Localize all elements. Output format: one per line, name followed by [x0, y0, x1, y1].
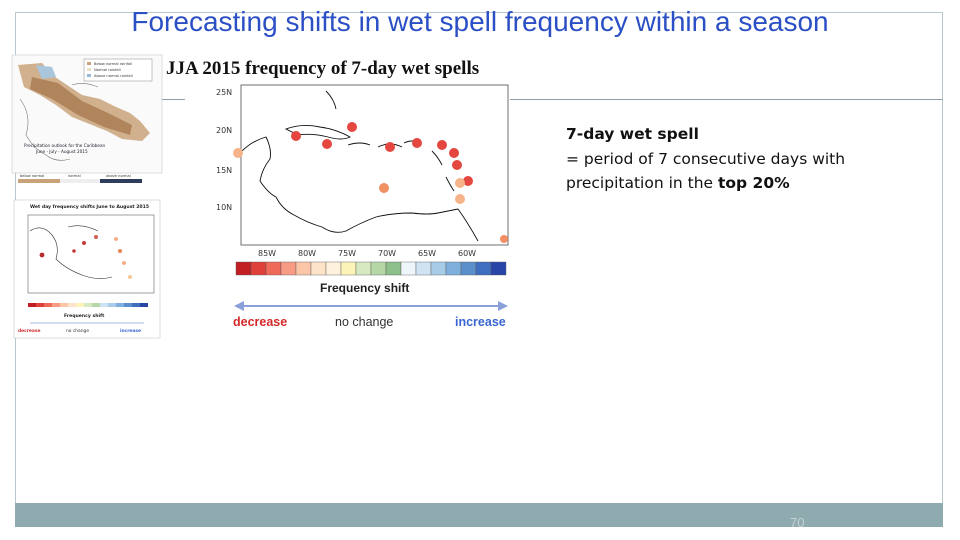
- dot-cuba-west: [291, 131, 301, 141]
- thumbnail-category-bar: [18, 174, 142, 183]
- colorbar-swatch: [431, 262, 446, 275]
- frequency-legend: [232, 258, 512, 338]
- dot-hispaniola: [385, 142, 395, 152]
- definition-heading: 7-day wet spell: [566, 125, 699, 143]
- lat-label-25n: 25N: [216, 88, 233, 97]
- dot-yucatan: [233, 148, 243, 158]
- longitude-labels: [232, 245, 510, 259]
- colorbar-swatch: [416, 262, 431, 275]
- lon-label-80w: 80W: [298, 249, 317, 258]
- thumb-legend-above: Above normal rainfall: [94, 74, 133, 78]
- thumb-legend-normal: Normal rainfall: [94, 68, 121, 72]
- lon-label-75w: 75W: [338, 249, 357, 258]
- slide-title: Forecasting shifts in wet spell frequency within a season: [131, 6, 829, 37]
- map-subtitle: JJA 2015 frequency of 7-day wet spells: [166, 58, 480, 79]
- legend-increase: increase: [455, 315, 506, 329]
- lat-label-20n: 20N: [216, 126, 233, 135]
- thumb-caption-2: June - July - August 2015: [36, 149, 88, 154]
- caribbean-wet-spell-map: [216, 85, 510, 245]
- colorbar-swatch: [296, 262, 311, 275]
- frequency-colorbar: [236, 262, 506, 275]
- thumb-freq-decrease: decrease: [18, 329, 41, 334]
- dot-guadeloupe: [452, 160, 462, 170]
- colorbar-swatch: [446, 262, 461, 275]
- legend-title: Frequency shift: [320, 281, 410, 295]
- definition-line-2-bold: top 20%: [718, 174, 790, 192]
- thumb-caption-1: Precipitation outlook for the Caribbean: [24, 143, 106, 148]
- thumbnail-frequency-map: [14, 200, 160, 338]
- colorbar-swatch: [371, 262, 386, 275]
- thumb-cat-above: above normal: [106, 174, 131, 178]
- divider-left: [160, 99, 185, 100]
- thumb-freq-increase: increase: [120, 329, 141, 334]
- definition-line-1: = period of 7 consecutive days with: [566, 149, 846, 168]
- colorbar-swatch: [476, 262, 491, 275]
- thumbnail-outlook-map: [12, 55, 162, 173]
- thumb-legend-below: Below normal rainfall: [94, 62, 133, 66]
- definition-block: [566, 122, 886, 196]
- thumb-freq-legend-title: Frequency shift: [64, 314, 105, 319]
- lon-label-60w: 60W: [458, 249, 477, 258]
- thumb-freq-nochange: no change: [66, 329, 90, 334]
- legend-arrow: [234, 301, 508, 311]
- colorbar-swatch: [236, 262, 251, 275]
- colorbar-swatch: [461, 262, 476, 275]
- colorbar-swatch: [491, 262, 506, 275]
- thumbnail-stack: [12, 55, 162, 340]
- lat-label-10n: 10N: [216, 203, 233, 212]
- dot-st-lucia: [455, 178, 465, 188]
- dot-virgin-islands: [437, 140, 447, 150]
- lat-label-15n: 15N: [216, 166, 233, 175]
- lon-label-70w: 70W: [378, 249, 397, 258]
- dot-puerto-rico: [412, 138, 422, 148]
- colorbar-swatch: [386, 262, 401, 275]
- thumb-freq-colorbar: [28, 303, 148, 307]
- colorbar-swatch: [266, 262, 281, 275]
- dot-cayman: [322, 139, 332, 149]
- page-number: 70: [790, 515, 805, 530]
- colorbar-swatch: [251, 262, 266, 275]
- colorbar-swatch: [311, 262, 326, 275]
- colorbar-swatch: [401, 262, 416, 275]
- lon-label-85w: 85W: [258, 249, 277, 258]
- definition-line-2: [566, 171, 886, 196]
- definition-line-2-prefix: precipitation in the: [566, 174, 718, 192]
- dot-trinidad: [500, 235, 508, 243]
- dot-barbados: [455, 194, 465, 204]
- lon-label-65w: 65W: [418, 249, 437, 258]
- dot-jamaica-south: [379, 183, 389, 193]
- thumb-freq-title: Wet day frequency shifts June to August 2015: [30, 205, 150, 210]
- thumb-cat-normal: normal: [68, 174, 81, 178]
- colorbar-swatch: [326, 262, 341, 275]
- colorbar-swatch: [281, 262, 296, 275]
- dot-antigua: [449, 148, 459, 158]
- divider-right: [508, 99, 943, 100]
- thumb-cat-below: below normal: [20, 174, 45, 178]
- legend-decrease: decrease: [233, 315, 288, 329]
- colorbar-swatch: [341, 262, 356, 275]
- colorbar-swatch: [356, 262, 371, 275]
- legend-no-change: no change: [335, 315, 394, 329]
- dot-cuba-east: [347, 122, 357, 132]
